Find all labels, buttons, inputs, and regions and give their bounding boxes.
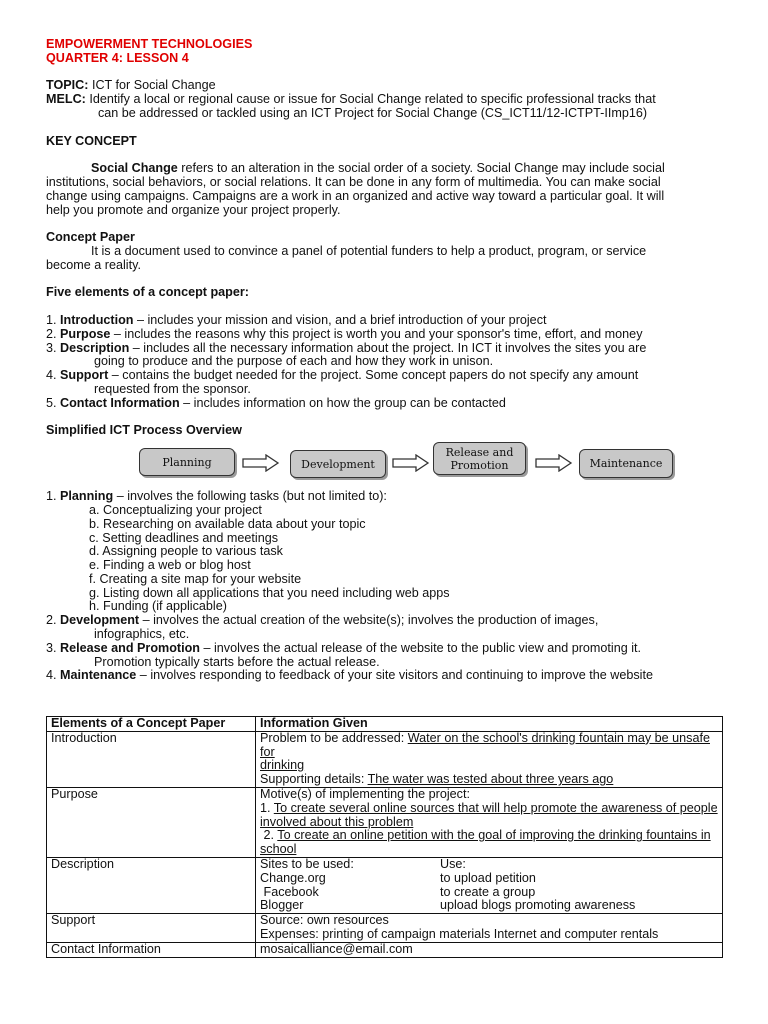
arrow-right-icon xyxy=(535,454,573,472)
concept-paper-heading: Concept Paper xyxy=(46,230,135,245)
row-label: Support xyxy=(47,914,256,943)
list-item: 2. Development – involves the actual creation of the website(s); involves the production of images, xyxy=(46,613,599,628)
process-heading: Simplified ICT Process Overview xyxy=(46,423,242,438)
process-diagram xyxy=(46,442,722,490)
list-item: 4. Maintenance – involves responding to feedback of your site visitors and continuing to improve the website xyxy=(46,668,653,683)
table-row xyxy=(47,731,723,787)
row-label: Purpose xyxy=(47,787,256,857)
melc-text: Identify a local or regional cause or issue for Social Change related to specific professional tracks that xyxy=(89,92,656,107)
five-elements-list xyxy=(46,314,722,411)
document-page xyxy=(46,38,722,683)
row-value: Motive(s) of implementing the project: 1. To create several online sources that will help promote the awareness of people involved about this problem 2. To create an online petition with the goal of improving the drinking fountains in school xyxy=(256,787,723,857)
topic-label: TOPIC: xyxy=(46,78,89,93)
task-item: e. Finding a web or blog host xyxy=(89,558,251,573)
key-concept-line-4: help you promote and organize your project properly. xyxy=(46,202,341,217)
task-item: f. Creating a site map for your website xyxy=(89,571,302,586)
list-item: 2. Purpose – includes the reasons why this project is worth you and your sponsor's time, effort, and money xyxy=(46,326,643,341)
list-item-continued: Promotion typically starts before the actual release. xyxy=(94,654,380,669)
melc-label: MELC: xyxy=(46,92,86,107)
concept-paper-table xyxy=(46,716,723,958)
list-item: 3. Description – includes all the necessary information about the project. In ICT it involves the sites you are xyxy=(46,340,647,355)
process-step-release: Release and Promotion xyxy=(433,442,526,475)
concept-paper-line-2: become a reality. xyxy=(46,257,141,272)
arrow-right-icon xyxy=(242,454,280,472)
topic-text: ICT for Social Change xyxy=(91,78,216,93)
process-steps-list xyxy=(46,490,722,683)
row-value: Sites to be used: Use: Change.org to upload petition Facebook to create a group Blogger upload blogs promoting awareness xyxy=(256,857,723,913)
column-header: Elements of a Concept Paper xyxy=(47,717,256,732)
list-item: 4. Support – contains the budget needed for the project. Some concept papers do not specify any amount xyxy=(46,368,639,383)
list-item: 3. Release and Promotion – involves the actual release of the website to the public view and promoting it. xyxy=(46,640,642,655)
list-item-continued: going to produce and the purpose of each and how they work in unison. xyxy=(94,354,494,369)
process-step-development: Development xyxy=(290,450,386,478)
task-item: d. Assigning people to various task xyxy=(89,544,283,559)
melc-text-continued: can be addressed or tackled using an ICT Project for Social Change (CS_ICT11/12-ICTPT-IImp16) xyxy=(98,105,648,120)
table-row xyxy=(47,857,723,913)
task-item: c. Setting deadlines and meetings xyxy=(89,530,279,545)
key-concept-line-2: institutions, social behaviors, or social relations. It can be done in any form of multimedia. You can make social xyxy=(46,174,661,189)
arrow-right-icon xyxy=(392,454,430,472)
row-label: Introduction xyxy=(47,731,256,787)
table-row xyxy=(47,787,723,857)
task-item: g. Listing down all applications that you need including web apps xyxy=(89,585,450,600)
contact-email: mosaicalliance@email.com xyxy=(256,942,723,957)
task-item: a. Conceptualizing your project xyxy=(89,502,262,517)
list-item: 1. Planning – involves the following tasks (but not limited to): xyxy=(46,489,387,504)
row-label: Contact Information xyxy=(47,942,256,957)
list-item-continued: infographics, etc. xyxy=(94,627,190,642)
process-step-maintenance: Maintenance xyxy=(579,449,673,478)
key-concept-line-3: change using campaigns. Campaigns are a work in an organized and active way toward a particular goal. It will xyxy=(46,188,665,203)
row-value: Problem to be addressed: Water on the school's drinking fountain may be unsafe for drinking Supporting details: The water was tested about three years ago xyxy=(256,731,723,787)
five-elements-heading: Five elements of a concept paper: xyxy=(46,285,249,300)
key-concept-paragraph xyxy=(46,162,722,217)
list-item: 1. Introduction – includes your mission and vision, and a brief introduction of your project xyxy=(46,312,547,327)
topic-line xyxy=(46,79,722,93)
list-item: 5. Contact Information – includes information on how the group can be contacted xyxy=(46,395,506,410)
list-item-continued: requested from the sponsor. xyxy=(94,381,251,396)
key-concept-line-1: refers to an alteration in the social order of a society. Social Change may include social xyxy=(177,161,665,176)
table-row xyxy=(47,942,723,957)
table-row xyxy=(47,914,723,943)
task-item: h. Funding (if applicable) xyxy=(89,599,227,614)
social-change-term: Social Change xyxy=(91,161,178,176)
lesson-title: QUARTER 4: LESSON 4 xyxy=(46,50,189,65)
melc-line xyxy=(46,93,722,107)
key-concept-heading: KEY CONCEPT xyxy=(46,133,137,148)
row-label: Description xyxy=(47,857,256,913)
process-step-planning: Planning xyxy=(139,448,235,476)
subject-title: EMPOWERMENT TECHNOLOGIES xyxy=(46,37,253,51)
row-value: Source: own resources Expenses: printing of campaign materials Internet and computer rentals xyxy=(256,914,723,943)
task-item: b. Researching on available data about your topic xyxy=(89,516,366,531)
column-header: Information Given xyxy=(256,717,723,732)
concept-paper-line-1: It is a document used to convince a panel of potential funders to help a product, program, or service xyxy=(91,243,647,258)
table-header-row xyxy=(47,717,723,732)
